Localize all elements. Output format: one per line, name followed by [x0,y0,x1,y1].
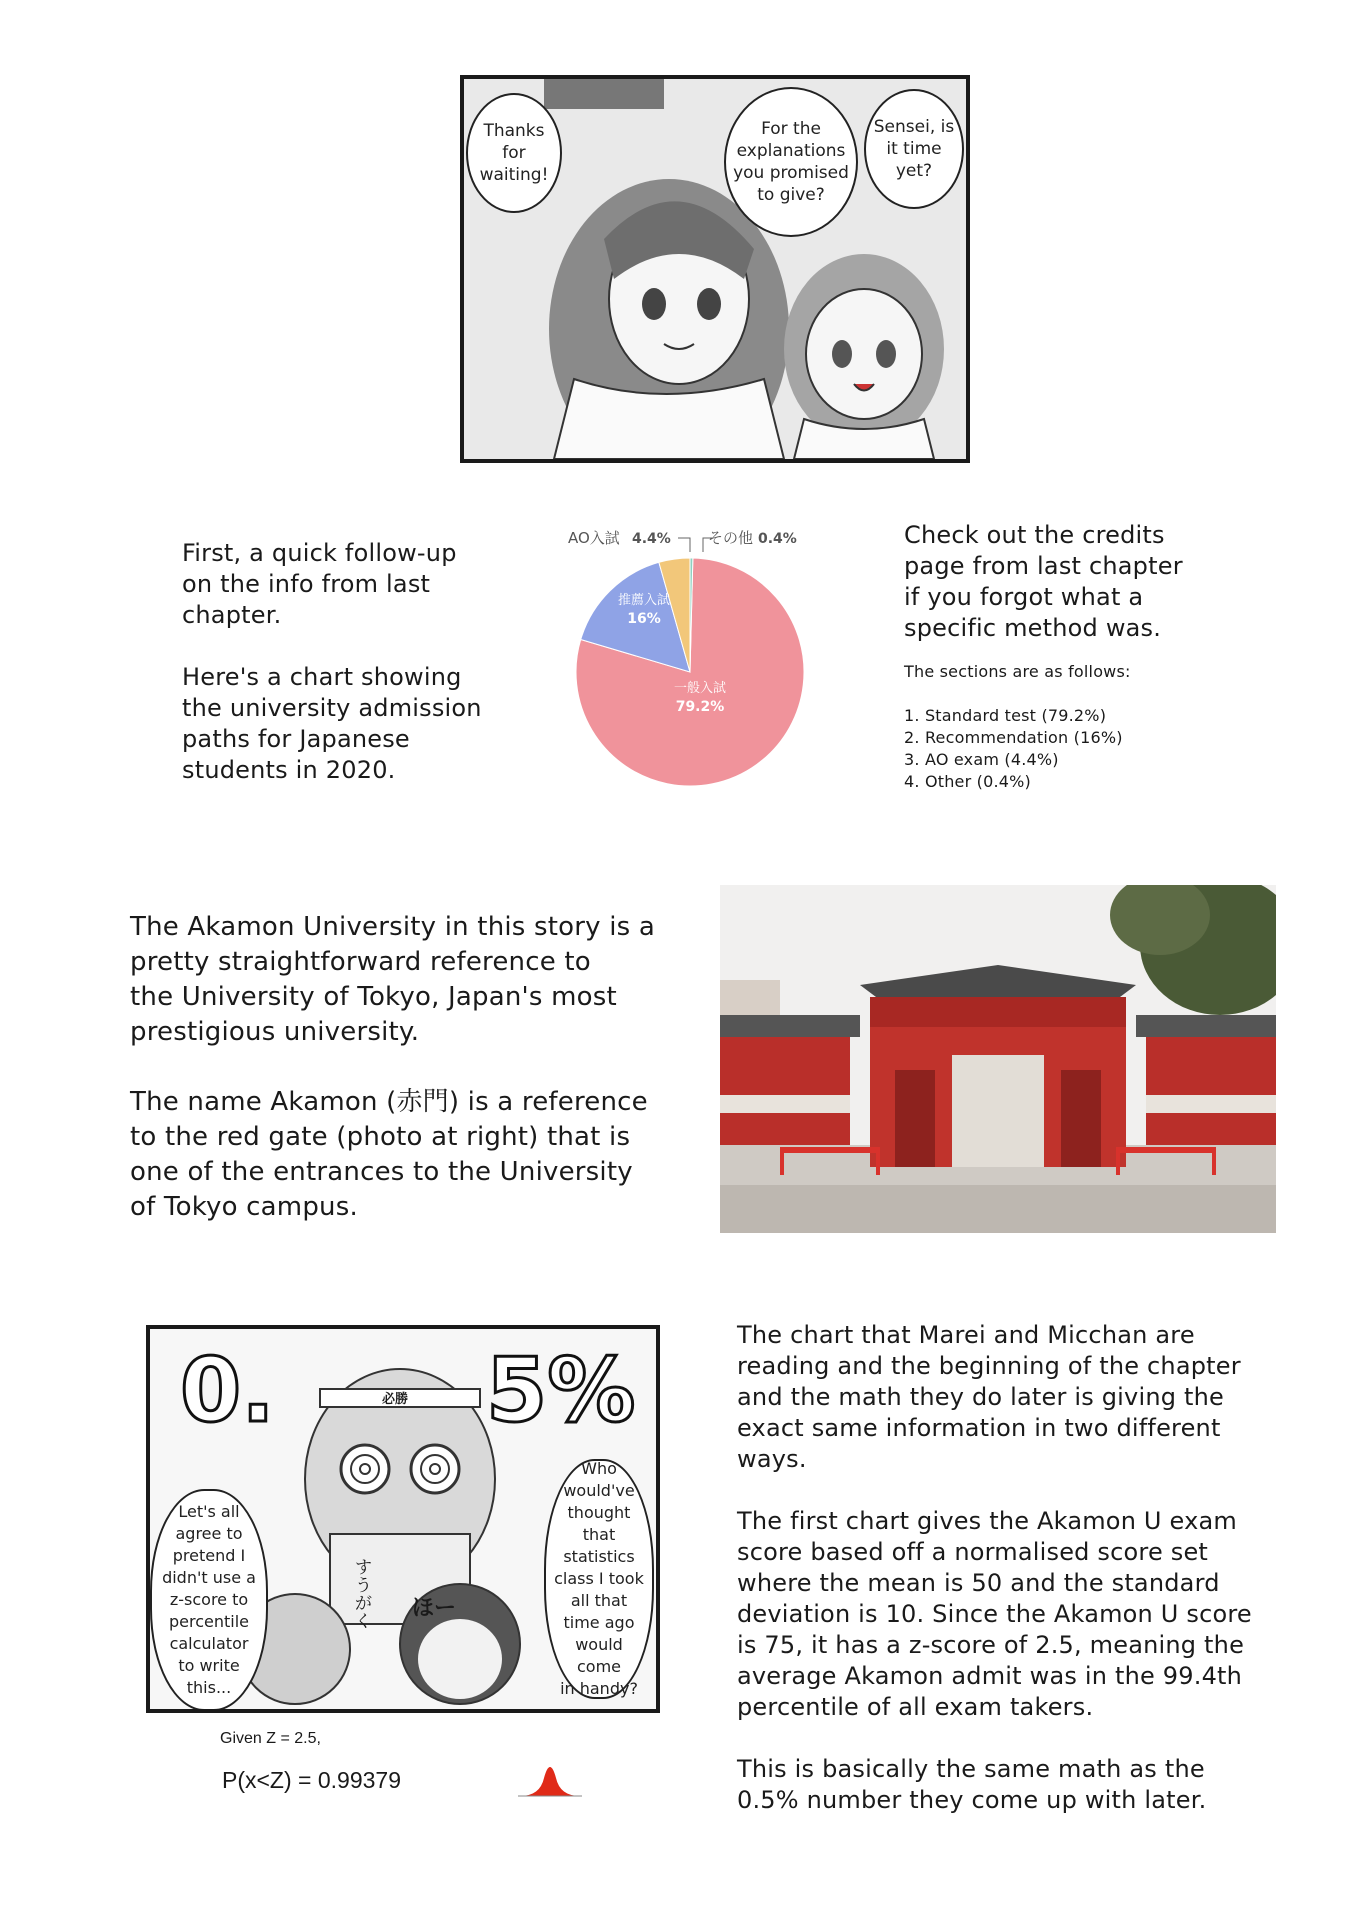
credits-heading: Check out the credits page from last chapter if you forgot what a specific method was. [904,521,1183,642]
section-item: 2. Recommendation (16%) [904,728,1123,747]
label-recommend-name: 推薦入試 [617,593,671,608]
intro-para-2: Here's a chart showing the university admission paths for Japanese students in 2020. [182,663,482,784]
big-text-right: 5% [486,1339,636,1442]
speech-bubble-explanations: For the explanations you promised to give? [724,87,858,237]
big-text-left: 0. [180,1339,275,1442]
section-item: 3. AO exam (4.4%) [904,750,1059,769]
akamon-gate-photo [720,885,1276,1233]
label-general-value: 79.2% [675,699,725,715]
speech-bubble-statistics: Who would've thought that statistics class I took all that time ago would come in handy? [544,1459,654,1699]
formula-given: Given Z = 2.5, [220,1730,321,1747]
speech-bubble-sensei: Sensei, is it time yet? [864,89,964,209]
credits-note [904,520,1284,793]
speech-bubble-zscore: Let's all agree to pretend I didn't use a z-score to percentile calculator to write this... [150,1489,268,1711]
akamon-para-1: The Akamon University in this story is a pretty straightforward reference to the University of Tokyo, Japan's most prestigious university. [130,912,655,1047]
akamon-text [130,910,690,1225]
intro-text [182,538,512,786]
label-ao-value: 4.4% [632,531,671,547]
label-ao-name: AO入試 [568,529,620,547]
label-recommend-value: 16% [627,611,661,627]
intro-para-1: First, a quick follow-up on the info from last chapter. [182,539,457,629]
sections-intro: The sections are as follows: [904,662,1131,681]
admission-pie-chart [560,520,820,790]
manga-panel-top [460,75,970,463]
akamon-para-2: The name Akamon (赤門) is a reference to the red gate (photo at right) that is one of the entrances to the University of Tokyo campus. [130,1087,648,1222]
speech-bubble-thanks: Thanks for waiting! [466,93,562,213]
explanation-para-2: The first chart gives the Akamon U exam score based off a normalised score set where the mean is 50 and the standard deviation is 10. Since the Akamon U score is 75, it has a z-score of 2.5, meaning the average Akamon admit was in the 99.4th percentile of all exam takers. [737,1507,1252,1721]
leader-line-ao [678,538,690,552]
explanation-para-3: This is basically the same math as the 0.5% number they come up with later. [737,1755,1207,1814]
explanation-text [737,1320,1277,1816]
label-general-name: 一般入試 [673,681,727,696]
normal-curve-icon [518,1760,582,1800]
book-text: すうがく [355,1558,372,1632]
explanation-para-1: The chart that Marei and Micchan are reading and the beginning of the chapter and the math they do later is giving the exact same information in two different ways. [737,1321,1241,1473]
section-item: 1. Standard test (79.2%) [904,706,1107,725]
label-other-name: その他 [708,529,754,547]
label-other-value: 0.4% [758,531,797,547]
sfx-text: ほー [412,1596,457,1621]
formula-probability: P(x<Z) = 0.99379 [222,1767,401,1793]
section-item: 4. Other (0.4%) [904,772,1031,791]
manga-panel-bottom [146,1325,660,1713]
headband-text: 必勝 [382,1392,409,1407]
sections-list [904,705,1284,793]
